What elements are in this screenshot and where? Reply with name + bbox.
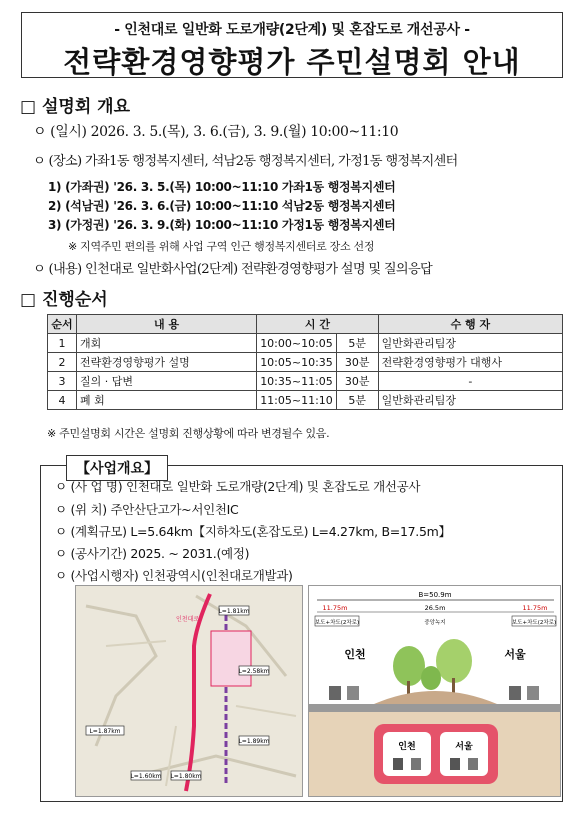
total-width: B=50.9m	[418, 591, 452, 599]
cell-performer: 일반화관리팀장	[378, 391, 562, 410]
table-row	[48, 372, 563, 391]
content-line: ㅇ (내용) 인천대로 일반화사업(2단계) 전략환경영향평가 설명 및 질의응답	[33, 262, 433, 277]
cell-order: 1	[48, 334, 77, 353]
cross-section	[308, 585, 561, 797]
cell-content: 폐 회	[76, 391, 256, 410]
cell-order: 3	[48, 372, 77, 391]
width-right: 11.75m	[522, 604, 548, 612]
table-row	[48, 353, 563, 372]
table-row	[48, 391, 563, 410]
procedure-note: ※ 주민설명회 시간은 설명회 진행상황에 따라 변경될수 있음.	[47, 427, 330, 440]
cell-time: 10:35~11:05	[257, 372, 337, 391]
business-line: ㅇ (위 치) 주안산단고가~서인천IC	[55, 502, 239, 517]
cell-duration: 30분	[336, 353, 378, 372]
business-line: ㅇ (사업시행자) 인천광역시(인천대로개발과)	[55, 568, 293, 583]
date-line: ㅇ (일시) 2026. 3. 5.(목), 3. 6.(금), 3. 9.(월) 10:00~11:10	[33, 124, 399, 140]
table-row	[48, 334, 563, 353]
procedure-heading: □ 진행순서	[20, 290, 108, 310]
map-label: L=1.81km	[218, 608, 250, 615]
cell-duration: 30분	[336, 372, 378, 391]
title-box	[21, 12, 563, 78]
cross-section-svg	[309, 586, 561, 797]
place-line: ㅇ (장소) 가좌1동 행정복지센터, 석남2동 행정복지센터, 가정1동 행정복지센터	[33, 154, 458, 169]
schedule-table	[47, 314, 563, 410]
cell-performer: 전략환경영향평가 대행사	[378, 353, 562, 372]
map-label: L=1.60km	[130, 773, 162, 780]
cell-duration: 5분	[336, 334, 378, 353]
col-header-time: 시 간	[257, 315, 378, 334]
lane-left: 보도+차도(2차로)	[314, 620, 360, 626]
business-line: ㅇ (사 업 명) 인천대로 일반화 도로개량(2단계) 및 혼잡도로 개선공사	[55, 479, 421, 494]
session-item: 1) (가좌권) '26. 3. 5.(목) 10:00~11:10 가좌1동 행정복지센터	[48, 180, 396, 194]
session-item: 2) (석남권) '26. 3. 6.(금) 10:00~11:10 석남2동 행정복지센터	[48, 199, 396, 213]
cell-performer: -	[378, 372, 562, 391]
cell-order: 2	[48, 353, 77, 372]
cell-performer: 일반화관리팀장	[378, 334, 562, 353]
route-map	[75, 585, 303, 797]
page-title: 전략환경영향평가 주민설명회 안내	[63, 45, 521, 79]
cell-order: 4	[48, 391, 77, 410]
cell-content: 개회	[76, 334, 256, 353]
map-label: L=1.89km	[238, 738, 270, 745]
route-map-svg	[76, 586, 303, 797]
overview-heading: □ 설명회 개요	[20, 97, 131, 117]
cell-time: 10:05~10:35	[257, 353, 337, 372]
width-left: 11.75m	[322, 604, 348, 612]
table-header-row	[48, 315, 563, 334]
business-line: ㅇ (계획규모) L=5.64km【지하차도(혼잡도로) L=4.27km, B=17.5m】	[55, 524, 451, 539]
cell-duration: 5분	[336, 391, 378, 410]
map-label: L=1.87km	[89, 728, 121, 735]
map-road-label: 인천대로	[176, 616, 200, 623]
lane-middle: 중앙녹지	[424, 620, 446, 626]
tunnel-dir-label: 인천	[398, 742, 416, 752]
map-label: L=2.58km	[238, 668, 270, 675]
dir-label: 서울	[504, 648, 526, 661]
cell-content: 질의 · 답변	[76, 372, 256, 391]
col-header-order: 순서	[48, 315, 77, 334]
map-label: L=1.80km	[170, 773, 202, 780]
dir-label: 인천	[344, 648, 366, 661]
width-middle: 26.5m	[424, 604, 446, 612]
cell-time: 10:00~10:05	[257, 334, 337, 353]
sessions-note: ※ 지역주민 편의를 위해 사업 구역 인근 행정복지센터로 장소 선정	[68, 240, 375, 253]
tunnel-dir-label: 서울	[455, 742, 473, 752]
cell-content: 전략환경영향평가 설명	[76, 353, 256, 372]
col-header-performer: 수 행 자	[378, 315, 562, 334]
business-heading: 【사업개요】	[66, 455, 168, 481]
session-item: 3) (가정권) '26. 3. 9.(화) 10:00~11:10 가정1동 행정복지센터	[48, 218, 396, 232]
cell-time: 11:05~11:10	[257, 391, 337, 410]
business-line: ㅇ (공사기간) 2025. ~ 2031.(예정)	[55, 546, 250, 561]
page-subtitle: - 인천대로 일반화 도로개량(2단계) 및 혼잡도로 개선공사 -	[114, 22, 470, 38]
lane-right: 보도+차도(2차로)	[511, 620, 557, 626]
col-header-content: 내 용	[76, 315, 256, 334]
